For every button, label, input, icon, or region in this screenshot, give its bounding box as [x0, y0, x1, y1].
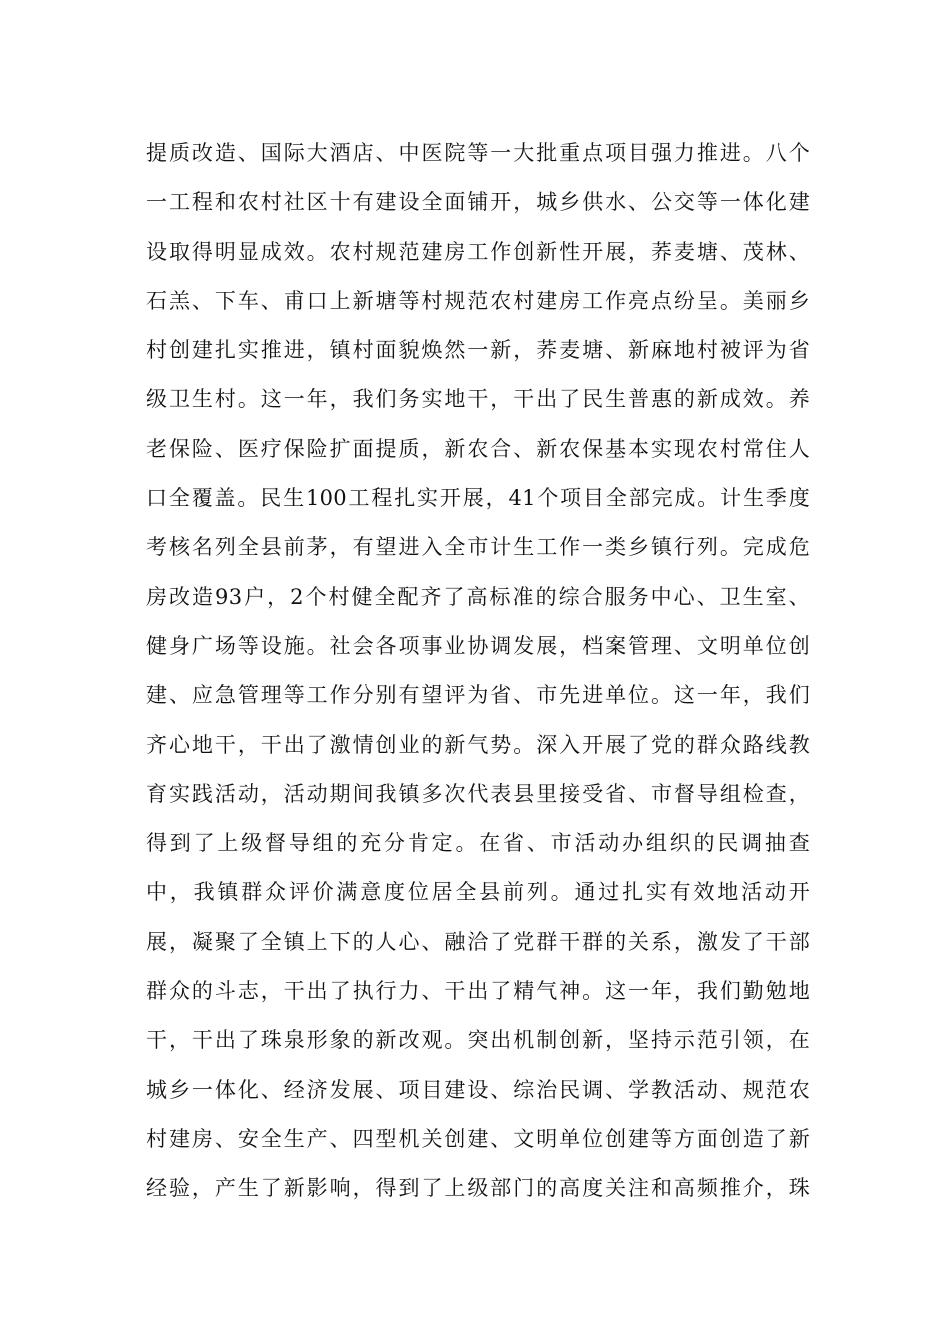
text-line: 得到了上级督导组的充分肯定。在省、市活动办组织的民调抽查	[146, 831, 810, 856]
text-line: 村建房、安全生产、四型机关创建、文明单位创建等方面创造了新	[146, 1126, 810, 1151]
text-line: 城乡一体化、经济发展、项目建设、综治民调、学教活动、规范农	[146, 1077, 810, 1102]
text-line: 育实践活动，活动期间我镇多次代表县里接受省、市督导组检查，	[146, 781, 810, 806]
text-line: 齐心地干，干出了激情创业的新气势。深入开展了党的群众路线教	[146, 732, 810, 757]
text-line: 口全覆盖。民生100工程扎实开展，41个项目全部完成。计生季度	[146, 486, 810, 511]
body-paragraph	[146, 133, 810, 1218]
text-line: 群众的斗志，干出了执行力、干出了精气神。这一年，我们勤勉地	[146, 979, 810, 1004]
text-line: 干，干出了珠泉形象的新改观。突出机制创新，坚持示范引领，在	[146, 1028, 810, 1053]
text-line: 设取得明显成效。农村规范建房工作创新性开展，荞麦塘、茂林、	[146, 239, 810, 264]
text-line: 展，凝聚了全镇上下的人心、融洽了党群干群的关系，激发了干部	[146, 929, 810, 954]
text-line: 中，我镇群众评价满意度位居全县前列。通过扎实有效地活动开	[146, 880, 810, 905]
text-line: 建、应急管理等工作分别有望评为省、市先进单位。这一年，我们	[146, 683, 810, 708]
text-line: 健身广场等设施。社会各项事业协调发展，档案管理、文明单位创	[146, 633, 810, 658]
text-line: 提质改造、国际大酒店、中医院等一大批重点项目强力推进。八个	[146, 141, 810, 165]
text-line: 房改造93户，2个村健全配齐了高标准的综合服务中心、卫生室、	[146, 584, 810, 609]
text-line: 石羔、下车、甫口上新塘等村规范农村建房工作亮点纷呈。美丽乡	[146, 288, 810, 313]
text-line: 一工程和农村社区十有建设全面铺开，城乡供水、公交等一体化建	[146, 190, 810, 215]
text-line: 级卫生村。这一年，我们务实地干，干出了民生普惠的新成效。养	[146, 387, 810, 412]
text-line: 村创建扎实推进，镇村面貌焕然一新，荞麦塘、新麻地村被评为省	[146, 338, 810, 363]
text-line: 考核名列全县前茅，有望进入全市计生工作一类乡镇行列。完成危	[146, 535, 810, 560]
text-line: 老保险、医疗保险扩面提质，新农合、新农保基本实现农村常住人	[146, 436, 810, 461]
text-line: 经验，产生了新影响，得到了上级部门的高度关注和高频推介，珠	[146, 1176, 810, 1201]
